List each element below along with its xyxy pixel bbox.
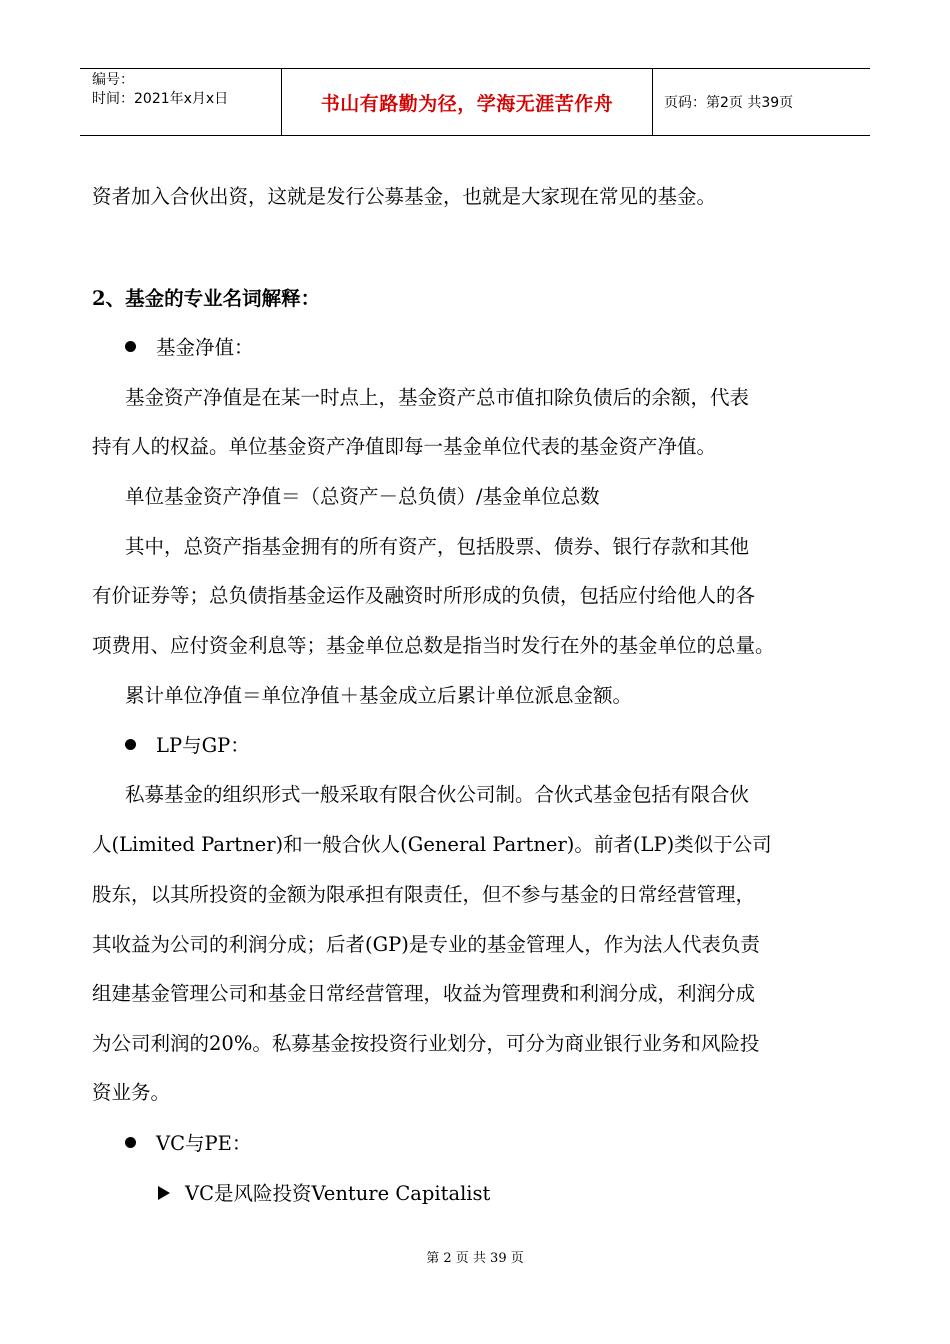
bullet-item-nav [125,332,254,360]
sub-bullet-vc [158,1178,490,1206]
document-date-label: 时间：2021年x月x日 [92,91,229,107]
paragraph-line: 其收益为公司的利润分成；后者(GP)是专业的基金管理人，作为法人代表负责 [92,933,760,956]
formula-line: 累计单位净值＝单位净值＋基金成立后累计单位派息金额。 [125,684,633,707]
arrow-bullet-icon [158,1186,170,1200]
bullet-label: LP与GP： [156,734,250,757]
bullet-dot-icon [125,341,136,352]
paragraph-line: 资者加入合伙出资，这就是发行公募基金，也就是大家现在常见的基金。 [92,185,717,208]
paragraph-line: 股东，以其所投资的金额为限承担有限责任，但不参与基金的日常经营管理， [92,883,756,906]
paragraph-line: 其中，总资产指基金拥有的所有资产，包括股票、债券、银行存款和其他 [125,535,750,558]
bullet-dot-icon [125,1137,136,1148]
paragraph-line: 人(Limited Partner)和一般合伙人(General Partner)。前者(LP)类似于公司 [92,833,772,856]
paragraph-line: 为公司利润的20%。私募基金按投资行业划分，可分为商业银行业务和风险投 [92,1032,760,1055]
bullet-item-vcpe [125,1128,251,1156]
paragraph-line: 项费用、应付资金利息等；基金单位总数是指当时发行在外的基金单位的总量。 [92,634,775,657]
sub-bullet-label: VC是风险投资Venture Capitalist [185,1182,491,1205]
bullet-label: 基金净值： [156,336,254,359]
paragraph-line: 基金资产净值是在某一时点上，基金资产总市值扣除负债后的余额，代表 [125,386,750,409]
paragraph-line: 持有人的权益。单位基金资产净值即每一基金单位代表的基金资产净值。 [92,435,717,458]
bullet-item-lpgp [125,730,250,758]
paragraph-line: 资业务。 [92,1081,171,1104]
bullet-label: VC与PE： [156,1132,252,1155]
header-page-info: 页码：第2页 共39页 [664,95,794,111]
paragraph-line: 组建基金管理公司和基金日常经营管理，收益为管理费和利润分成，利润分成 [92,982,756,1005]
page-header [80,68,870,136]
paragraph-line: 有价证券等；总负债指基金运作及融资时所形成的负债，包括应付给他人的各 [92,584,756,607]
page-footer: 第 2 页 共 39 页 [426,1251,524,1266]
header-meta [80,69,282,135]
section-heading: 2、基金的专业名词解释： [92,287,321,310]
document-number-label: 编号： [92,72,134,88]
bullet-dot-icon [125,739,136,750]
formula-line: 单位基金资产净值＝（总资产－总负债）/基金单位总数 [125,485,600,508]
paragraph-line: 私募基金的组织形式一般采取有限合伙公司制。合伙式基金包括有限合伙 [125,783,750,806]
header-motto: 书山有路勤为径，学海无涯苦作舟 [282,69,653,135]
